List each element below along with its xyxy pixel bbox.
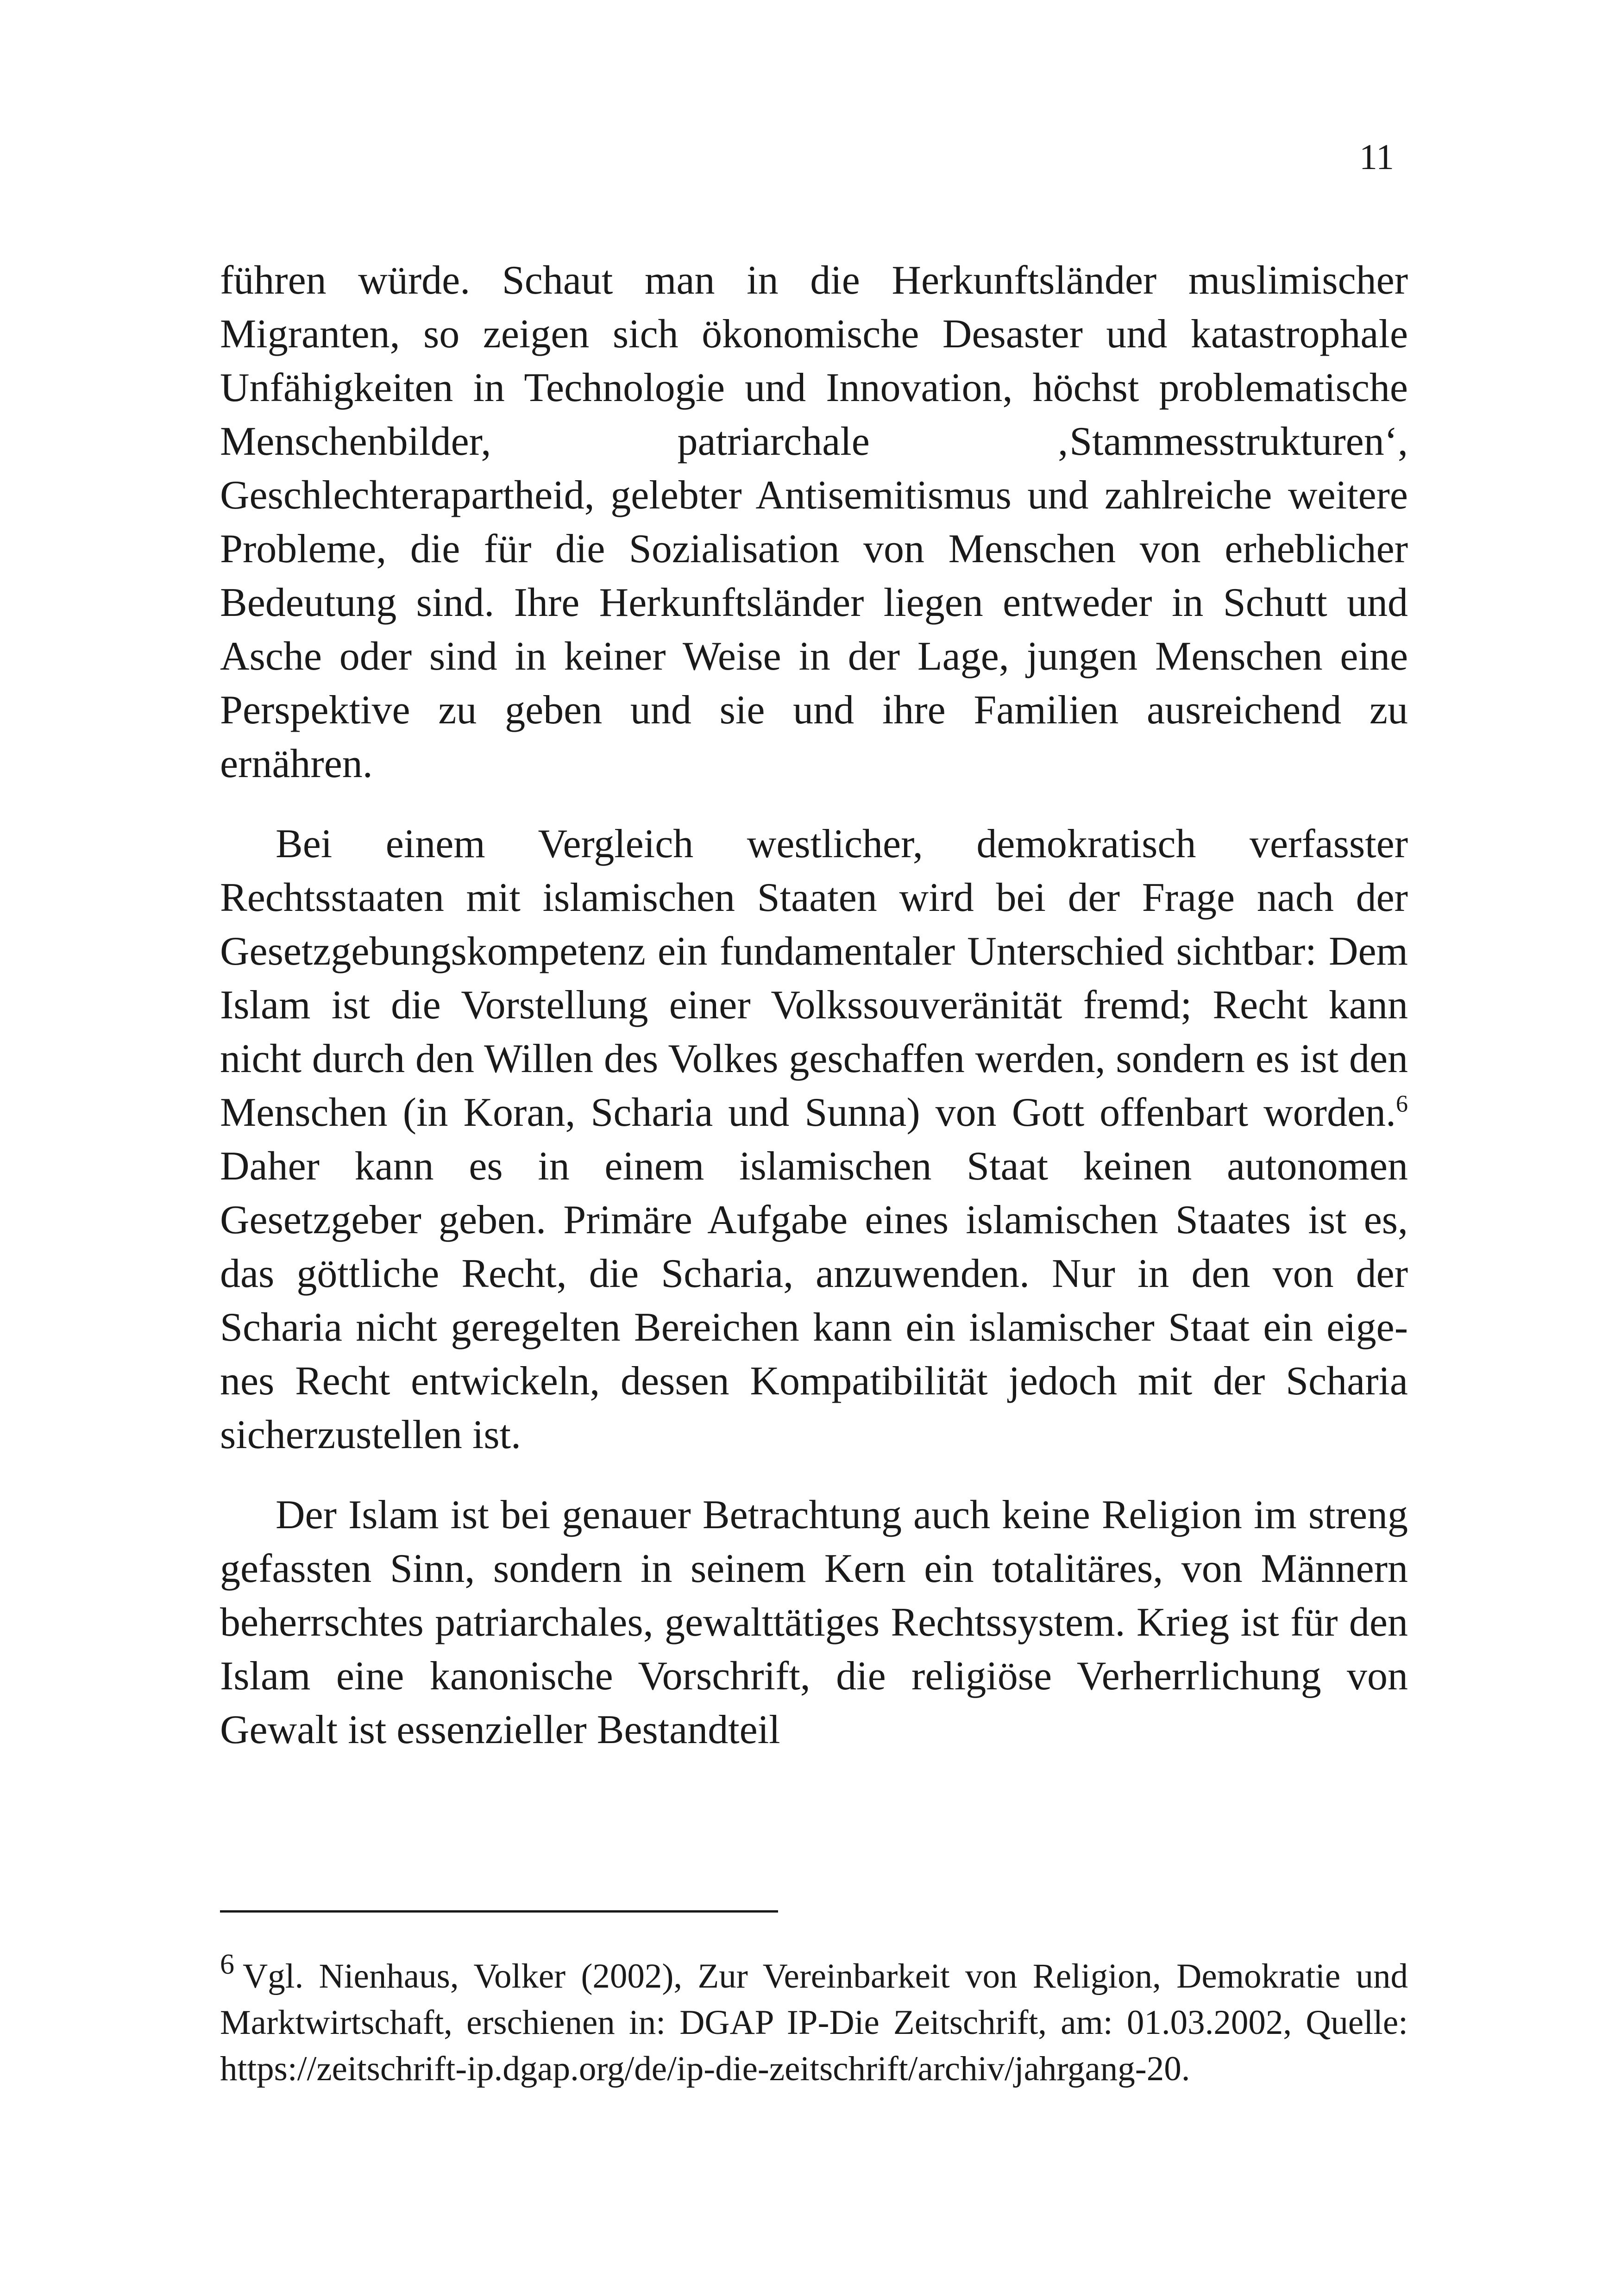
paragraph-1: führen würde. Schaut man in die Herkunftsländer muslimischer Migranten, so zeigen sich ökonomische Desaster und katastrophale Unfähigkeiten in Technologie und Innovation, höchst problematische Menschenbilder, patriarchale ‚Stammesstrukturen‘, Geschlechterapartheid, gelebter Antisemitismus und zahlreiche weitere Probleme, die für die Sozialisation von Menschen von erheblicher Bedeutung sind. Ihre Herkunftsländer liegen entweder in Schutt und Asche oder sind in keiner Weise in der Lage, jungen Menschen eine Perspektive zu geben und sie und ihre Familien ausreichend zu ernähren. — [220, 258, 1408, 786]
footnote-marker: 6 — [220, 1949, 234, 1980]
paragraph-2-text-after-ref: Daher kann es in einem islamischen Staat keinen autonomen Gesetzgeber geben. Primäre Aufgabe eines islamischen Staates ist es, das göttliche Recht, die Scharia, anzuwenden. Nur in den von der Scharia nicht geregelten Bereichen kann ein islamischer Staat ein eigenes Recht entwickeln, dessen Kompatibilität jedoch mit der Scharia sicherzustellen ist. — [220, 1144, 1408, 1457]
footnote-separator — [220, 1910, 778, 1913]
paragraph-2 — [220, 817, 1408, 1462]
paragraph-2-text-before-ref: Bei einem Vergleich westlicher, demokratisch verfasster Rechtsstaaten mit islamischen Staaten wird bei der Frage nach der Gesetzgebungskompetenz ein fundamentaler Unterschied sichtbar: Dem Islam ist die Vorstellung einer Volkssouveränität fremd; Recht kann nicht durch den Willen des Volkes geschaffen werden, sondern es ist den Menschen (in Koran, Scharia und Sunna) von Gott offenbart worden. — [220, 822, 1408, 1135]
page-number: 11 — [1359, 137, 1394, 177]
paragraph-3: Der Islam ist bei genauer Betrachtung auch keine Religion im streng gefassten Sinn, sondern in seinem Kern ein totalitäres, von Männern beherrschtes patriarchales, gewalttätiges Rechtssystem. Krieg ist für den Islam eine kanonische Vorschrift, die religiöse Verherrlichung von Gewalt ist essenzieller Bestandteil — [220, 1493, 1408, 1752]
footnote — [220, 1949, 1408, 2092]
footnote-text: Vgl. Nienhaus, Volker (2002), Zur Vereinbarkeit von Religion, Demokratie und Marktwirtschaft, erschienen in: DGAP IP-Die Zeitschrift, am: 01.03.2002, Quelle: https://zeitschrift-ip.dgap.org/de/ip-die-zeitschrift/archiv/jahrgang-20. — [220, 1957, 1408, 2088]
footnote-reference: 6 — [1396, 1091, 1408, 1117]
body-text — [220, 254, 1408, 1757]
